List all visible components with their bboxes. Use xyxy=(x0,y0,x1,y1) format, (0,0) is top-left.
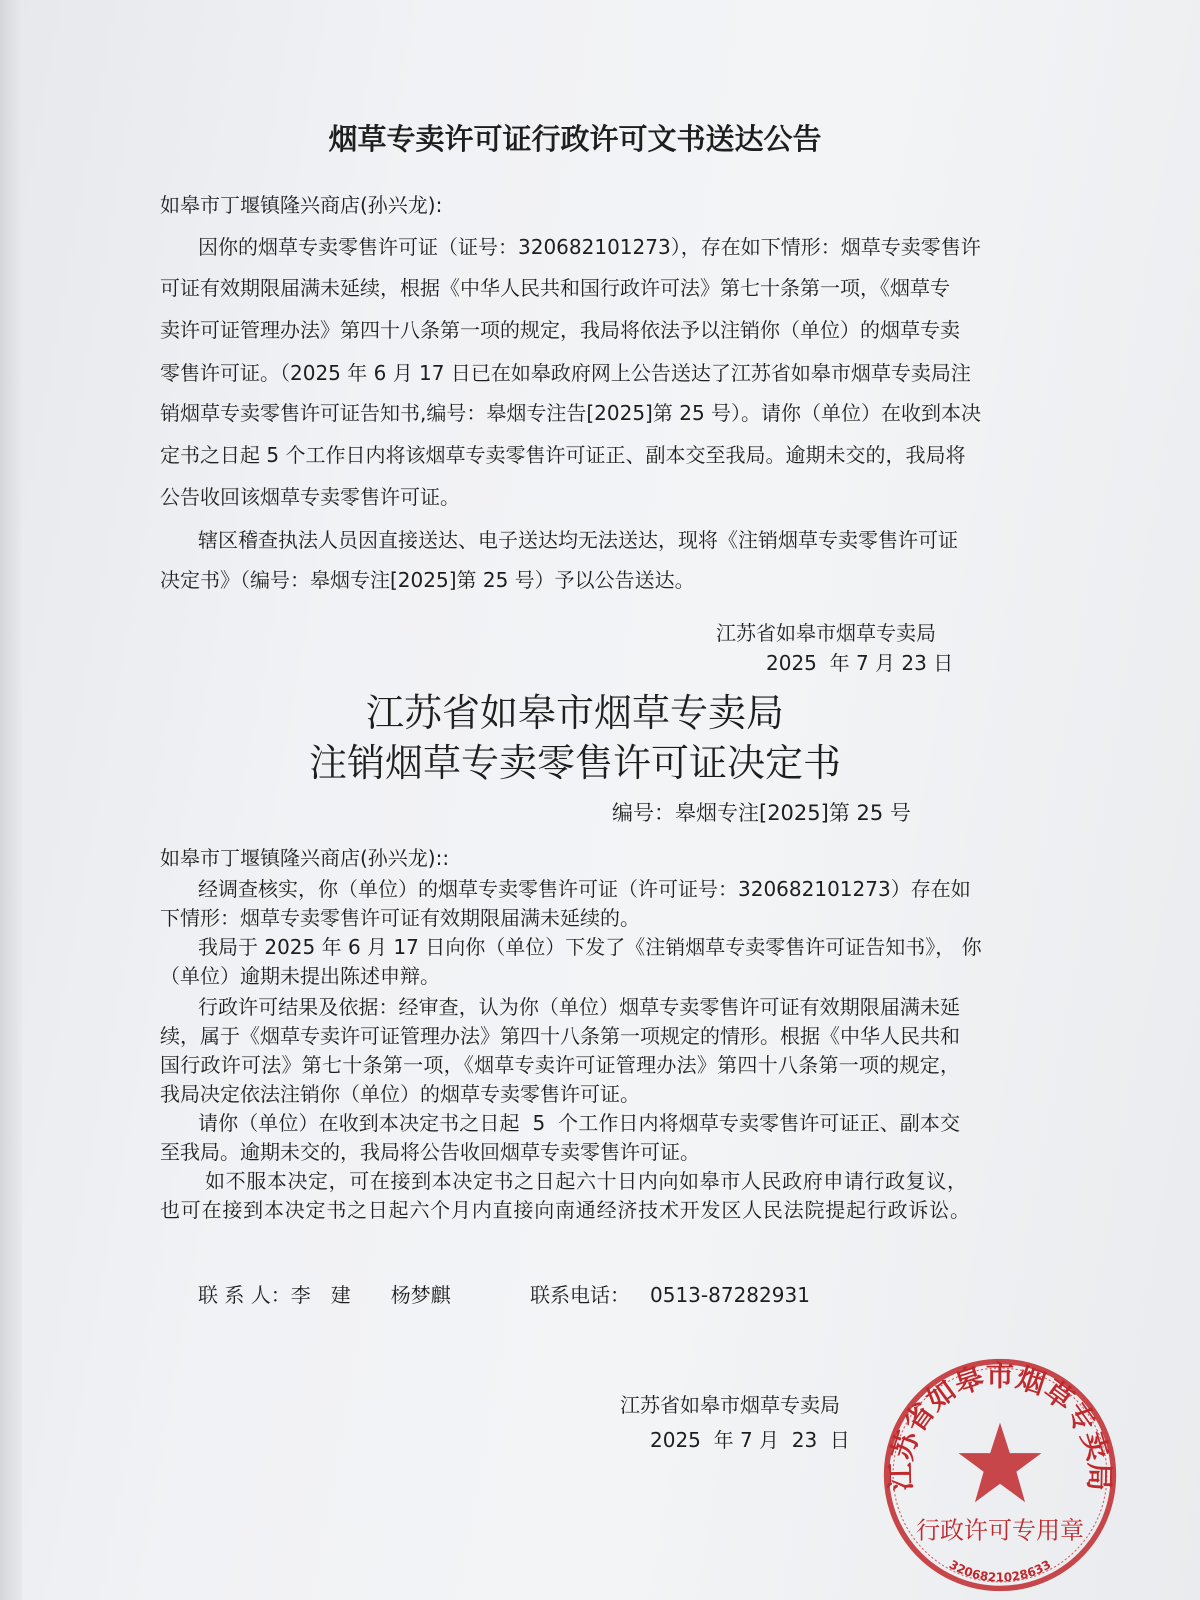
notice-line: 销烟草专卖零售许可证告知书,编号：皋烟专注告[2025]第 25 号）。请你（单位）在收到本决 xyxy=(160,401,982,425)
notice-line: 可证有效期限届满未延续，根据《中华人民共和国行政许可法》第七十条第一项，《烟草专 xyxy=(160,276,950,300)
contact-phone-label: 联系电话： xyxy=(530,1283,630,1307)
contact-phone: 0513-87282931 xyxy=(650,1283,810,1307)
decision-line: 行政许可结果及依据：经审查，认为你（单位）烟草专卖零售许可证有效期限届满未延 xyxy=(198,995,960,1019)
decision-line: 我局决定依法注销你（单位）的烟草专卖零售许可证。 xyxy=(160,1082,640,1106)
decision-signature: 江苏省如皋市烟草专卖局 xyxy=(620,1393,840,1417)
official-seal xyxy=(880,1355,1120,1595)
decision-line: 也可在接到本决定书之日起六个月内直接向南通经济技术开发区人民法院提起行政诉讼。 xyxy=(160,1198,970,1222)
decision-date: 2025 年 7 月 23 日 xyxy=(650,1428,850,1452)
seal-org-text: 江苏省如皋市烟草专卖局 xyxy=(884,1359,1116,1492)
notice-line: 零售许可证。（2025 年 6 月 17 日已在如皋政府网上公告送达了江苏省如皋市烟草专卖局注 xyxy=(160,361,971,385)
decision-line: 下情形：烟草专卖零售许可证有效期限届满未延续的。 xyxy=(160,906,640,930)
notice-recipient: 如皋市丁堰镇隆兴商店(孙兴龙): xyxy=(160,193,443,217)
decision-title-line1: 江苏省如皋市烟草专卖局 xyxy=(365,691,784,735)
notice-line: 决定书》（编号：皋烟专注[2025]第 25 号）予以公告送达。 xyxy=(160,568,695,592)
notice-line: 卖许可证管理办法》第四十八条第一项的规定，我局将依法予以注销你（单位）的烟草专卖 xyxy=(160,318,960,342)
decision-line: 国行政许可法》第七十条第一项，《烟草专卖许可证管理办法》第四十八条第一项的规定， xyxy=(160,1053,960,1077)
notice-signature: 江苏省如皋市烟草专卖局 xyxy=(716,621,936,645)
decision-line: 经调查核实，你（单位）的烟草专卖零售许可证（许可证号：320682101273）存在如 xyxy=(198,877,971,901)
seal-code-text: 3206821028633 xyxy=(946,1557,1054,1585)
notice-line: 公告收回该烟草专卖零售许可证。 xyxy=(160,485,460,509)
decision-number: 编号：皋烟专注[2025]第 25 号 xyxy=(612,801,911,825)
star-icon xyxy=(959,1423,1042,1503)
decision-title-line2: 注销烟草专卖零售许可证决定书 xyxy=(308,741,841,785)
decision-line: 如不服本决定，可在接到本决定书之日起六十日内向如皋市人民政府申请行政复议， xyxy=(205,1169,967,1193)
decision-line: 续，属于《烟草专卖许可证管理办法》第四十八条第一项规定的情形。根据《中华人民共和 xyxy=(160,1024,960,1048)
decision-line: 我局于 2025 年 6 月 17 日向你（单位）下发了《注销烟草专卖零售许可证告知书》， 你 xyxy=(198,935,982,959)
contact-person: 联 系 人：李 建 杨梦麒 xyxy=(198,1283,451,1307)
decision-recipient: 如皋市丁堰镇隆兴商店(孙兴龙):: xyxy=(160,846,450,870)
notice-line: 因你的烟草专卖零售许可证（证号：320682101273），存在如下情形：烟草专卖零售许 xyxy=(198,235,981,259)
decision-line: 请你（单位）在收到本决定书之日起 5 个工作日内将烟草专卖零售许可证正、副本交 xyxy=(198,1111,960,1135)
notice-title: 烟草专卖许可证行政许可文书送达公告 xyxy=(328,122,822,156)
decision-line: 至我局。逾期未交的，我局将公告收回烟草专卖零售许可证。 xyxy=(160,1140,700,1164)
notice-line: 定书之日起 5 个工作日内将该烟草专卖零售许可证正、副本交至我局。逾期未交的，我局将 xyxy=(160,443,966,467)
decision-line: （单位）逾期未提出陈述申辩。 xyxy=(160,964,440,988)
notice-line: 辖区稽查执法人员因直接送达、电子送达均无法送达，现将《注销烟草专卖零售许可证 xyxy=(198,528,958,552)
notice-date: 2025 年 7 月 23 日 xyxy=(766,651,954,675)
paper-edge-shadow xyxy=(0,0,22,1600)
seal-purpose-text: 行政许可专用章 xyxy=(916,1516,1084,1545)
